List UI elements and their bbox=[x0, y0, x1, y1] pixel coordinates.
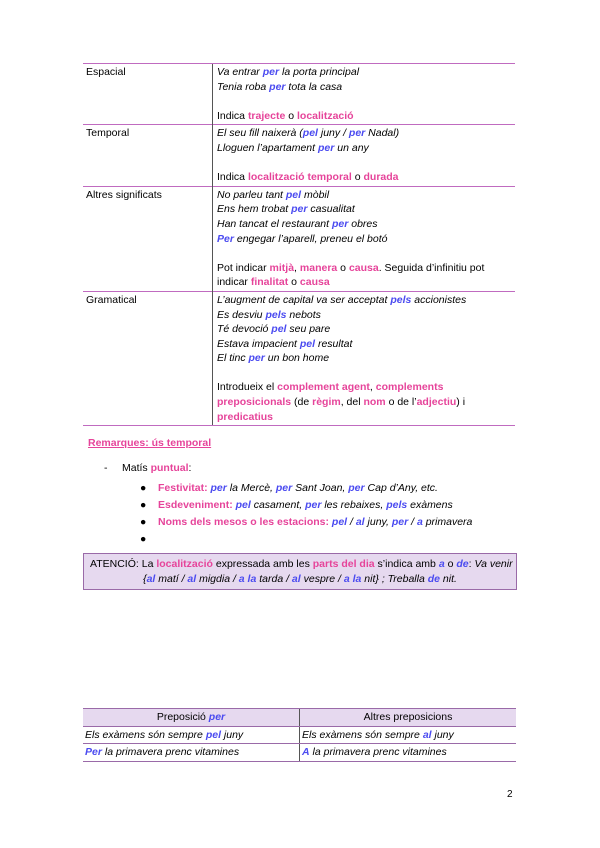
example-line: L’augment de capital va ser acceptat pels accionistes bbox=[217, 293, 467, 306]
attention-box bbox=[83, 553, 517, 590]
usage-note: Introdueix el complement agent, complements bbox=[217, 381, 444, 394]
example-line: Lloguen l’apartament per un any bbox=[217, 141, 369, 154]
attention-line: {al matí / al migdia / a la tarda / al vespre / a la nit} ; Treballa de nit. bbox=[143, 573, 457, 585]
usage-note: predicatius bbox=[217, 410, 274, 423]
row-label: Altres significats bbox=[83, 186, 213, 291]
row-content bbox=[213, 186, 516, 291]
usage-note: Pot indicar mitjà, manera o causa. Seguida d’infinitiu pot bbox=[217, 261, 485, 274]
table-row bbox=[83, 186, 515, 291]
usage-note: Indica trajecte o localització bbox=[217, 109, 354, 122]
dash-marker: - bbox=[104, 462, 108, 474]
row-label: Gramatical bbox=[83, 291, 213, 425]
bullet-icon: ● bbox=[140, 499, 147, 511]
bullet-icon: ● bbox=[140, 533, 147, 545]
usage-note: Indica localització temporal o durada bbox=[217, 171, 399, 184]
example-line: Tenia roba per tota la casa bbox=[217, 80, 343, 93]
table-row bbox=[83, 291, 515, 425]
remarks-heading: Remarques: ús temporal bbox=[88, 437, 212, 449]
row-content bbox=[213, 64, 516, 125]
row-label: Temporal bbox=[83, 125, 213, 186]
table-cell: Els exàmens són sempre al juny bbox=[300, 726, 517, 744]
page-number: 2 bbox=[507, 789, 513, 800]
preposition-comparison-table bbox=[83, 708, 516, 762]
prepositions-usage-table bbox=[83, 63, 515, 426]
mati-line: - Matís puntual: bbox=[104, 462, 192, 474]
bullet-icon: ● bbox=[140, 516, 147, 528]
example-line: Han tancat el restaurant per obres bbox=[217, 217, 378, 230]
column-header: Altres preposicions bbox=[300, 709, 517, 727]
row-content bbox=[213, 291, 516, 425]
list-item: ● Noms dels mesos o les estacions: pel / al juny, per / a primavera bbox=[140, 514, 472, 531]
table-row bbox=[83, 64, 515, 125]
table-row bbox=[83, 726, 516, 744]
example-line: El seu fill naixerà (pel juny / per Nadal) bbox=[217, 127, 400, 140]
row-label: Espacial bbox=[83, 64, 213, 125]
example-line: No parleu tant pel mòbil bbox=[217, 188, 330, 201]
example-line: Estava impacient pel resultat bbox=[217, 337, 353, 350]
column-header: Preposició per bbox=[83, 709, 300, 727]
example-line: Per engegar l’aparell, preneu el botó bbox=[217, 232, 388, 245]
usage-note: preposicionals (de règim, del nom o de l’adjectiu) i bbox=[217, 396, 466, 409]
table-row bbox=[83, 744, 516, 762]
example-line: El tinc per un bon home bbox=[217, 352, 330, 365]
example-line: Va entrar per la porta principal bbox=[217, 66, 360, 78]
usage-note: indicar finalitat o causa bbox=[217, 276, 330, 289]
table-row bbox=[83, 125, 515, 186]
attention-line: ATENCIÓ: La localització expressada amb les parts del dia s’indica amb a o de: Va venir bbox=[90, 558, 513, 570]
table-cell: Els exàmens són sempre pel juny bbox=[83, 726, 300, 744]
example-line: Té devoció pel seu pare bbox=[217, 323, 331, 336]
row-content bbox=[213, 125, 516, 186]
table-cell: A la primavera prenc vitamines bbox=[300, 744, 517, 762]
example-line: Es desviu pels nebots bbox=[217, 308, 321, 321]
bullet-icon: ● bbox=[140, 482, 147, 494]
remarks-list bbox=[140, 480, 472, 548]
table-cell: Per la primavera prenc vitamines bbox=[83, 744, 300, 762]
example-line: Ens hem trobat per casualitat bbox=[217, 203, 355, 216]
list-item bbox=[140, 531, 472, 548]
list-item: ● Festivitat: per la Mercè, per Sant Joan, per Cap d’Any, etc. bbox=[140, 480, 472, 497]
list-item: ● Esdeveniment: pel casament, per les rebaixes, pels exàmens bbox=[140, 497, 472, 514]
table-header-row bbox=[83, 709, 516, 727]
